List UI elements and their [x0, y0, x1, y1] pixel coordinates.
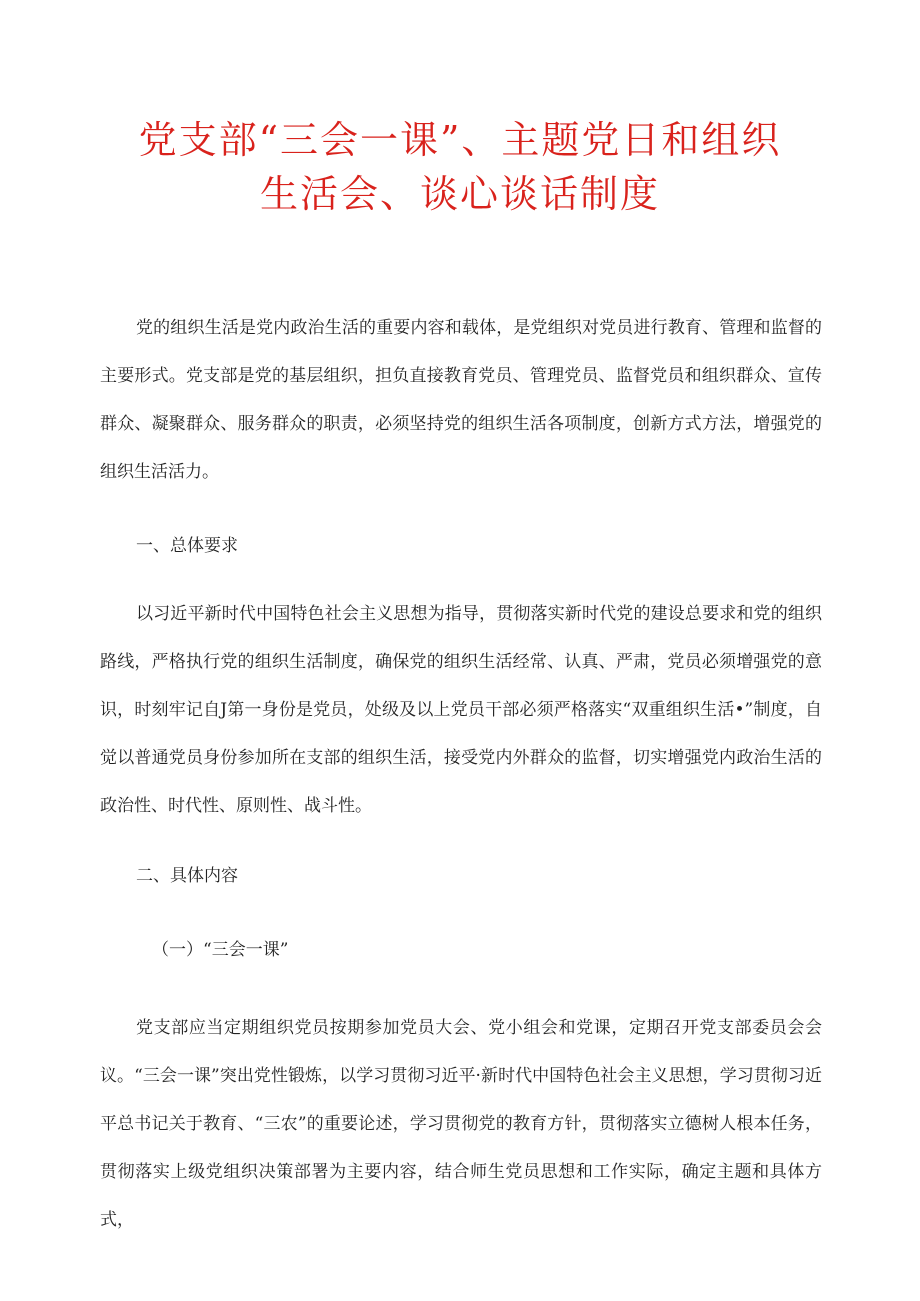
subsection1-heading: （一）“三会一课”	[152, 940, 289, 960]
section1-paragraph: 以习近平新时代中国特色社会主义思想为指导，贯彻落实新时代党的建设总要求和党的组织路线，严格执行党的组织生活制度，确保党的组织生活经常、认真、严肃，党员必须增强党的意识，时刻牢记自J第一身份是党员，处级及以上党员干部必须严格落实“双重组织生活•”制度，自觉以普通党员身份参加所在支部的组织生活，接受党内外群众的监督，切实增强党内政治生活的政治性、时代性、原则性、战斗性。	[100, 604, 822, 816]
section2-heading: 二、具体内容	[136, 866, 238, 886]
document-title-line2: 生活会、谈心谈话制度	[259, 172, 660, 216]
document-title-line1: 党支部“三会一课”、主题党日和组织	[138, 118, 782, 162]
section1-heading: 一、总体要求	[136, 536, 238, 556]
subsection1-paragraph: 党支部应当定期组织党员按期参加党员大会、党小组会和党课，定期召开党支部委员会会议。“三会一课”突出党性锻炼，以学习贯彻习近平·新时代中国特色社会主义思想，学习贯彻习近平总书记关于教育、“三农”的重要论述，学习贯彻党的教育方针，贯彻落实立德树人根本任务，贯彻落实上级党组织决策部署为主要内容，结合师生党员思想和工作实际，确定主题和具体方式，	[100, 1018, 822, 1230]
intro-paragraph: 党的组织生活是党内政治生活的重要内容和载体，是党组织对党员进行教育、管理和监督的主要形式。党支部是党的基层组织，担负直接教育党员、管理党员、监督党员和组织群众、宣传群众、凝聚群众、服务群众的职责，必须坚持党的组织生活各项制度，创新方式方法，增强党的组织生活活力。	[100, 318, 822, 482]
